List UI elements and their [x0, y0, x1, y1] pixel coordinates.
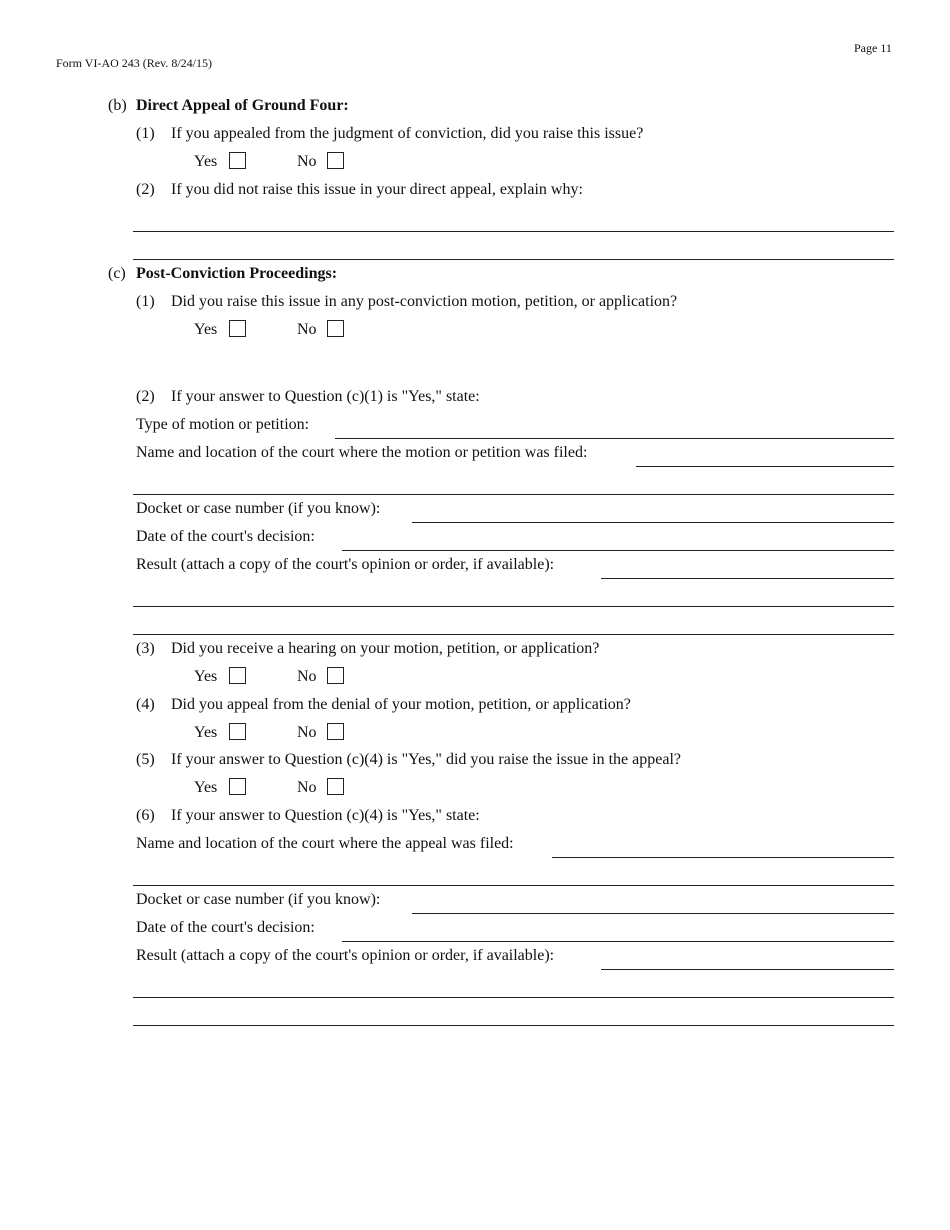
b-q2-answer-line-1[interactable]: [133, 231, 894, 232]
c-q2-date-line[interactable]: [342, 550, 894, 551]
c-q5-text: If your answer to Question (c)(4) is "Yes," did you raise the issue in the appeal?: [171, 751, 681, 768]
c-q2-type-label: Type of motion or petition:: [136, 416, 310, 433]
b-q1-text: If you appealed from the judgment of conviction, did you raise this issue?: [171, 125, 644, 142]
c-q6-date-line[interactable]: [342, 941, 894, 942]
b-q1-no-label: No: [297, 153, 317, 170]
c-q3-yes-checkbox[interactable]: [229, 667, 246, 684]
c-q1-text: Did you raise this issue in any post-conviction motion, petition, or application?: [171, 293, 678, 310]
c-q4-number: (4): [136, 696, 155, 713]
c-q1-yes-checkbox[interactable]: [229, 320, 246, 337]
c-q5-yes-label: Yes: [194, 779, 218, 796]
section-c-title: Post-Conviction Proceedings:: [136, 265, 338, 282]
b-q2-answer-line-2[interactable]: [133, 259, 894, 260]
c-q2-result-line-3[interactable]: [133, 634, 894, 635]
c-q2-docket-label: Docket or case number (if you know):: [136, 500, 381, 517]
b-q1-no-checkbox[interactable]: [327, 152, 344, 169]
c-q6-result-label: Result (attach a copy of the court's opinion or order, if available):: [136, 947, 555, 964]
c-q1-yes-label: Yes: [194, 321, 218, 338]
c-q4-no-checkbox[interactable]: [327, 723, 344, 740]
b-q2-text: If you did not raise this issue in your direct appeal, explain why:: [171, 181, 583, 198]
c-q4-yes-label: Yes: [194, 724, 218, 741]
c-q1-no-label: No: [297, 321, 317, 338]
c-q4-text: Did you appeal from the denial of your motion, petition, or application?: [171, 696, 631, 713]
c-q6-result-line-1[interactable]: [601, 969, 894, 970]
c-q6-court-line-2[interactable]: [133, 885, 894, 886]
c-q3-text: Did you receive a hearing on your motion, petition, or application?: [171, 640, 600, 657]
c-q2-text: If your answer to Question (c)(1) is "Yes," state:: [171, 388, 480, 405]
c-q1-number: (1): [136, 293, 155, 310]
c-q1-no-checkbox[interactable]: [327, 320, 344, 337]
b-q1-yes-label: Yes: [194, 153, 218, 170]
section-b-letter: (b): [108, 97, 127, 114]
c-q5-yes-checkbox[interactable]: [229, 778, 246, 795]
c-q6-docket-line[interactable]: [412, 913, 894, 914]
b-q2-number: (2): [136, 181, 155, 198]
c-q3-yes-label: Yes: [194, 668, 218, 685]
section-b-title: Direct Appeal of Ground Four:: [136, 97, 349, 114]
c-q2-type-line[interactable]: [335, 438, 894, 439]
c-q2-docket-line[interactable]: [412, 522, 894, 523]
c-q6-number: (6): [136, 807, 155, 824]
c-q3-no-checkbox[interactable]: [327, 667, 344, 684]
c-q6-court-line-1[interactable]: [552, 857, 894, 858]
c-q2-result-line-2[interactable]: [133, 606, 894, 607]
c-q6-result-line-3[interactable]: [133, 1025, 894, 1026]
c-q5-number: (5): [136, 751, 155, 768]
c-q3-number: (3): [136, 640, 155, 657]
b-q1-number: (1): [136, 125, 155, 142]
c-q2-court-line-2[interactable]: [133, 494, 894, 495]
c-q2-date-label: Date of the court's decision:: [136, 528, 315, 545]
c-q3-no-label: No: [297, 668, 317, 685]
c-q5-no-label: No: [297, 779, 317, 796]
c-q2-court-label: Name and location of the court where the motion or petition was filed:: [136, 444, 588, 461]
c-q6-date-label: Date of the court's decision:: [136, 919, 315, 936]
b-q1-yes-checkbox[interactable]: [229, 152, 246, 169]
c-q4-yes-checkbox[interactable]: [229, 723, 246, 740]
c-q5-no-checkbox[interactable]: [327, 778, 344, 795]
c-q6-docket-label: Docket or case number (if you know):: [136, 891, 381, 908]
form-id: Form VI-AO 243 (Rev. 8/24/15): [56, 56, 212, 70]
c-q6-result-line-2[interactable]: [133, 997, 894, 998]
c-q2-result-label: Result (attach a copy of the court's opinion or order, if available):: [136, 556, 555, 573]
page-number: Page 11: [854, 41, 892, 55]
c-q6-court-label: Name and location of the court where the appeal was filed:: [136, 835, 514, 852]
c-q2-result-line-1[interactable]: [601, 578, 894, 579]
section-c-letter: (c): [108, 265, 126, 282]
c-q6-text: If your answer to Question (c)(4) is "Yes," state:: [171, 807, 480, 824]
c-q2-court-line-1[interactable]: [636, 466, 894, 467]
c-q4-no-label: No: [297, 724, 317, 741]
c-q2-number: (2): [136, 388, 155, 405]
